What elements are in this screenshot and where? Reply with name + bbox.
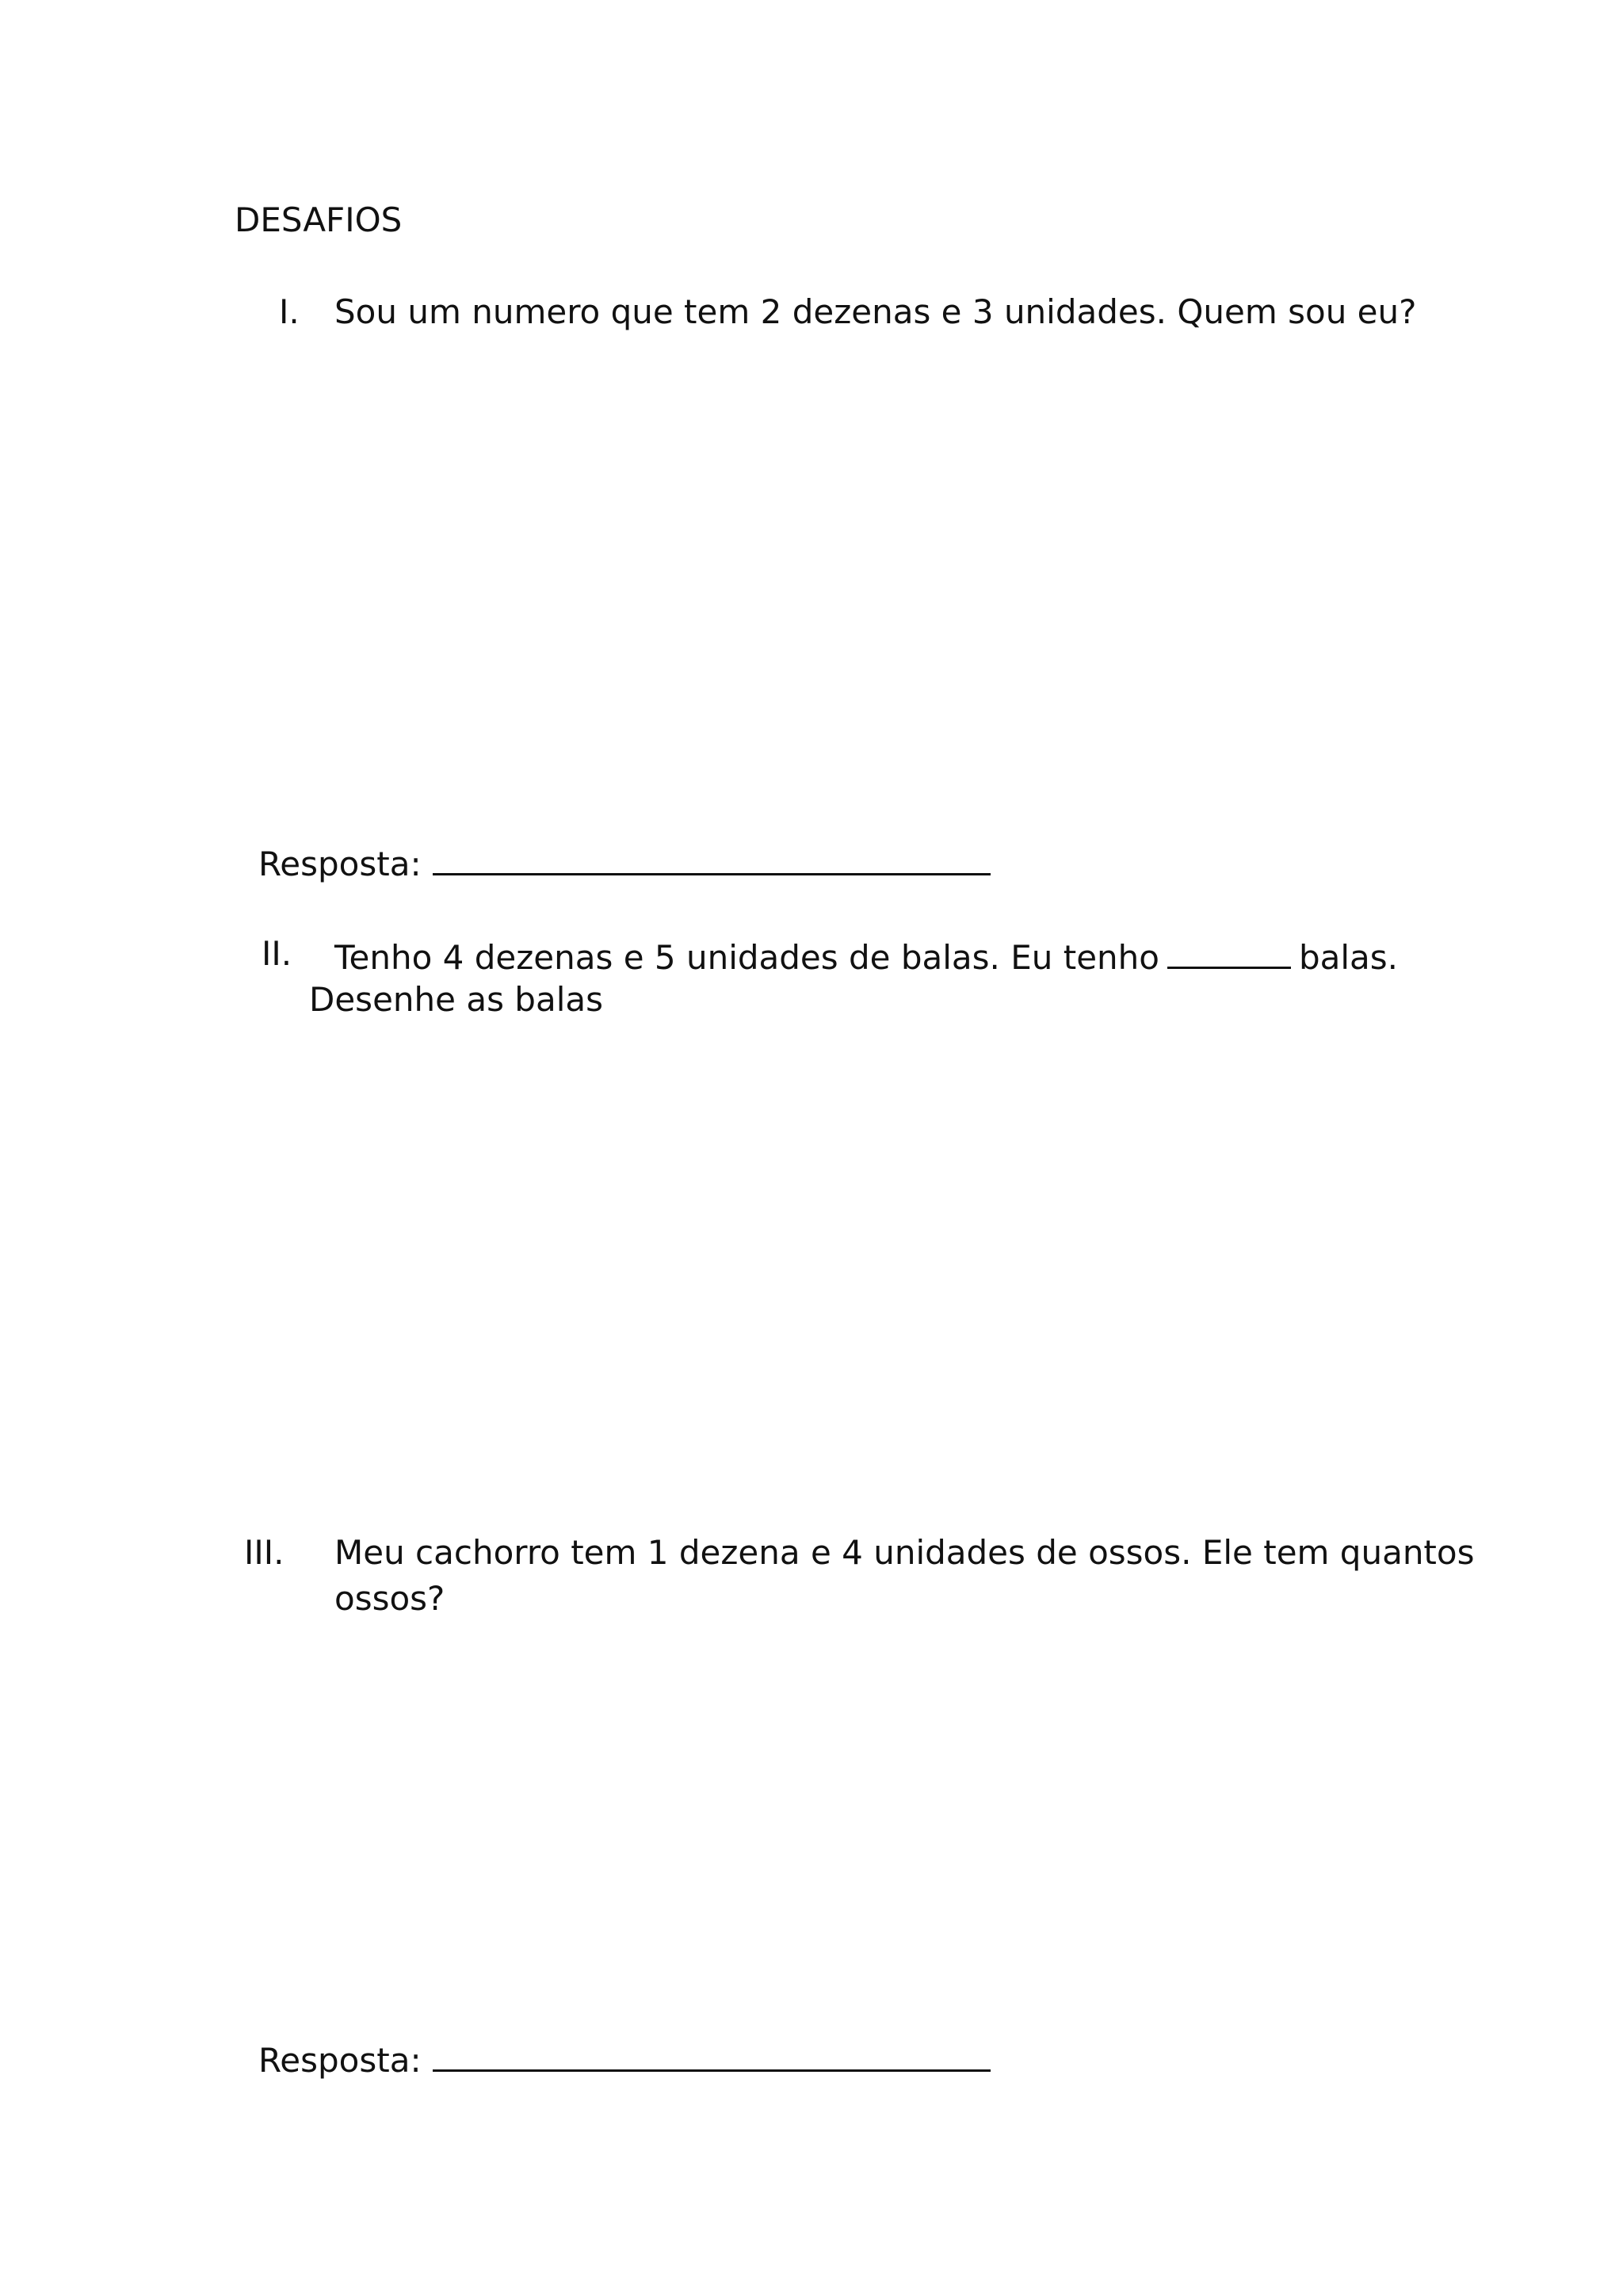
answer-2-label: Resposta: [258, 2041, 422, 2080]
answer-1-row [258, 838, 991, 887]
answer-2-blank-line[interactable] [433, 2035, 991, 2072]
question-2-text [334, 932, 1398, 980]
answer-1-label: Resposta: [258, 845, 422, 883]
question-3-text: Meu cachorro tem 1 dezena e 4 unidades de ossos. Ele tem quantos [334, 1533, 1475, 1572]
question-2-text-after: balas. [1298, 938, 1399, 977]
question-2-instruction: Desenhe as balas [309, 980, 603, 1019]
answer-2-row [258, 2035, 991, 2083]
question-1-number: I. [279, 292, 300, 331]
question-1-text: Sou um numero que tem 2 dezenas e 3 unidades. Quem sou eu? [334, 292, 1417, 331]
question-2-text-before: Tenho 4 dezenas e 5 unidades de balas. Eu tenho [334, 938, 1159, 977]
page-title: DESAFIOS [235, 200, 403, 239]
question-2-blank-line[interactable] [1167, 932, 1291, 969]
question-2-number: II. [262, 934, 292, 973]
answer-1-blank-line[interactable] [433, 838, 991, 875]
question-3-text-line2: ossos? [334, 1579, 445, 1618]
question-3-number: III. [244, 1533, 285, 1572]
